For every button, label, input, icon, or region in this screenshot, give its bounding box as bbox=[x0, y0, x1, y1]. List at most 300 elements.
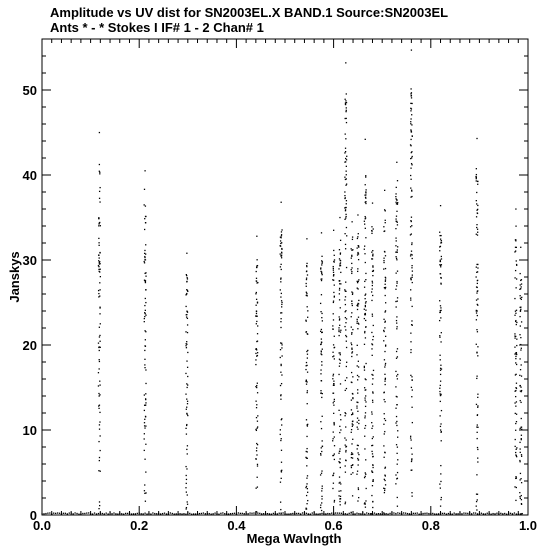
data-point bbox=[186, 253, 187, 254]
data-point bbox=[365, 293, 366, 294]
data-point bbox=[365, 218, 366, 219]
data-point bbox=[144, 359, 145, 360]
data-point bbox=[371, 291, 372, 292]
data-point bbox=[164, 513, 165, 514]
data-point bbox=[280, 246, 281, 247]
data-point bbox=[307, 403, 308, 404]
data-point bbox=[345, 248, 346, 249]
data-point bbox=[187, 278, 188, 279]
data-point bbox=[411, 514, 412, 515]
data-point bbox=[321, 341, 322, 342]
data-point bbox=[145, 444, 146, 445]
data-point bbox=[365, 176, 366, 177]
data-point bbox=[320, 505, 321, 506]
data-point bbox=[339, 265, 340, 266]
data-point bbox=[321, 502, 322, 503]
data-point bbox=[352, 495, 353, 496]
data-point bbox=[441, 497, 442, 498]
data-point bbox=[256, 310, 257, 311]
x-tick-label: 0.6 bbox=[324, 518, 343, 533]
data-point bbox=[288, 513, 289, 514]
data-point bbox=[218, 514, 219, 515]
data-point bbox=[391, 512, 392, 513]
data-point bbox=[479, 513, 480, 514]
data-point bbox=[280, 318, 281, 319]
data-point bbox=[305, 457, 306, 458]
data-point bbox=[111, 513, 112, 514]
data-point bbox=[352, 239, 353, 240]
data-point bbox=[306, 365, 307, 366]
data-point bbox=[411, 233, 412, 234]
data-point bbox=[280, 502, 281, 503]
data-point bbox=[352, 426, 353, 427]
data-point bbox=[356, 513, 357, 514]
data-point bbox=[333, 374, 334, 375]
data-point bbox=[477, 315, 478, 316]
data-point bbox=[99, 187, 100, 188]
data-point bbox=[396, 162, 397, 163]
data-point bbox=[397, 464, 398, 465]
data-point bbox=[515, 356, 516, 357]
data-point bbox=[395, 228, 396, 229]
data-point bbox=[383, 445, 384, 446]
data-point bbox=[371, 343, 372, 344]
data-point bbox=[515, 250, 516, 251]
data-point bbox=[345, 214, 346, 215]
data-point bbox=[185, 306, 186, 307]
data-point bbox=[339, 458, 340, 459]
data-point bbox=[520, 452, 521, 453]
data-point bbox=[185, 487, 186, 488]
data-point bbox=[411, 407, 412, 408]
data-point bbox=[357, 379, 358, 380]
data-point bbox=[476, 509, 477, 510]
data-point bbox=[372, 355, 373, 356]
data-point bbox=[99, 435, 100, 436]
data-point bbox=[356, 305, 357, 306]
data-point bbox=[257, 421, 258, 422]
data-point bbox=[373, 228, 374, 229]
data-point bbox=[333, 513, 334, 514]
data-point bbox=[256, 259, 257, 260]
data-point bbox=[395, 408, 396, 409]
data-point bbox=[477, 461, 478, 462]
data-point bbox=[373, 479, 374, 480]
data-point bbox=[332, 475, 333, 476]
data-point bbox=[331, 513, 332, 514]
data-point bbox=[300, 513, 301, 514]
data-point bbox=[145, 302, 146, 303]
data-point bbox=[439, 264, 440, 265]
data-point bbox=[256, 488, 257, 489]
data-point bbox=[306, 293, 307, 294]
data-point bbox=[145, 425, 146, 426]
data-point bbox=[256, 385, 257, 386]
data-point bbox=[256, 313, 257, 314]
data-point bbox=[306, 451, 307, 452]
data-point bbox=[327, 513, 328, 514]
data-point bbox=[346, 446, 347, 447]
data-point bbox=[373, 370, 374, 371]
data-point bbox=[321, 329, 322, 330]
data-point bbox=[144, 438, 145, 439]
data-point bbox=[411, 387, 412, 388]
data-point bbox=[365, 298, 366, 299]
data-point bbox=[256, 305, 257, 306]
data-point bbox=[477, 304, 478, 305]
data-point bbox=[142, 513, 143, 514]
data-point bbox=[211, 513, 212, 514]
data-point bbox=[187, 494, 188, 495]
data-point bbox=[280, 482, 281, 483]
data-point bbox=[98, 223, 99, 224]
data-point bbox=[307, 334, 308, 335]
data-point bbox=[412, 258, 413, 259]
data-point bbox=[521, 418, 522, 419]
data-point bbox=[516, 383, 517, 384]
data-point bbox=[187, 376, 188, 377]
data-point bbox=[186, 360, 187, 361]
data-point bbox=[321, 317, 322, 318]
data-point bbox=[187, 277, 188, 278]
data-point bbox=[321, 473, 322, 474]
data-point bbox=[346, 200, 347, 201]
data-point bbox=[179, 513, 180, 514]
data-point bbox=[145, 276, 146, 277]
data-point bbox=[365, 203, 366, 204]
data-point bbox=[207, 513, 208, 514]
data-point bbox=[334, 453, 335, 454]
data-point bbox=[515, 226, 516, 227]
data-point bbox=[476, 234, 477, 235]
data-point bbox=[365, 459, 366, 460]
data-point bbox=[422, 513, 423, 514]
data-point bbox=[257, 316, 258, 317]
data-point bbox=[516, 477, 517, 478]
data-point bbox=[372, 314, 373, 315]
data-point bbox=[306, 286, 307, 287]
data-point bbox=[183, 513, 184, 514]
data-point bbox=[267, 513, 268, 514]
data-point bbox=[333, 344, 334, 345]
data-point bbox=[253, 512, 254, 513]
data-point bbox=[384, 457, 385, 458]
data-point bbox=[334, 401, 335, 402]
data-point bbox=[519, 358, 520, 359]
data-point bbox=[365, 184, 366, 185]
data-point bbox=[321, 279, 322, 280]
data-point bbox=[409, 513, 410, 514]
data-point bbox=[476, 299, 477, 300]
data-point bbox=[439, 337, 440, 338]
data-point bbox=[477, 229, 478, 230]
data-point bbox=[306, 448, 307, 449]
data-point bbox=[257, 302, 258, 303]
data-point bbox=[322, 440, 323, 441]
data-point bbox=[98, 266, 99, 267]
data-point bbox=[320, 507, 321, 508]
data-point bbox=[99, 172, 100, 173]
data-point bbox=[516, 447, 517, 448]
data-point bbox=[438, 513, 439, 514]
data-point bbox=[98, 255, 99, 256]
data-point bbox=[358, 366, 359, 367]
data-point bbox=[321, 232, 322, 233]
data-point bbox=[476, 180, 477, 181]
data-point bbox=[515, 406, 516, 407]
data-point bbox=[144, 189, 145, 190]
data-point bbox=[351, 344, 352, 345]
data-point bbox=[307, 500, 308, 501]
data-point bbox=[338, 453, 339, 454]
data-point bbox=[514, 277, 515, 278]
data-point bbox=[257, 383, 258, 384]
data-point bbox=[144, 170, 145, 171]
data-point bbox=[396, 320, 397, 321]
x-tick-label: 0.8 bbox=[421, 518, 440, 533]
data-point bbox=[415, 513, 416, 514]
data-point bbox=[521, 495, 522, 496]
data-point bbox=[514, 486, 515, 487]
data-point bbox=[281, 355, 282, 356]
data-point bbox=[358, 259, 359, 260]
data-point bbox=[345, 329, 346, 330]
data-point bbox=[187, 318, 188, 319]
data-point bbox=[519, 461, 520, 462]
data-point bbox=[396, 453, 397, 454]
data-point bbox=[333, 313, 334, 314]
data-point bbox=[144, 422, 145, 423]
data-point bbox=[320, 454, 321, 455]
data-point bbox=[514, 512, 515, 513]
data-point bbox=[520, 498, 521, 499]
data-point bbox=[365, 202, 366, 203]
data-point bbox=[440, 305, 441, 306]
data-point bbox=[426, 513, 427, 514]
data-point bbox=[185, 373, 186, 374]
data-point bbox=[358, 464, 359, 465]
data-point bbox=[476, 266, 477, 267]
data-point bbox=[340, 307, 341, 308]
data-point bbox=[411, 251, 412, 252]
data-point bbox=[100, 225, 101, 226]
data-point bbox=[345, 100, 346, 101]
data-point bbox=[364, 318, 365, 319]
data-point bbox=[357, 427, 358, 428]
data-point bbox=[397, 271, 398, 272]
data-point bbox=[351, 256, 352, 257]
data-point bbox=[358, 323, 359, 324]
data-point bbox=[306, 465, 307, 466]
data-point bbox=[384, 480, 385, 481]
data-point bbox=[411, 470, 412, 471]
data-point bbox=[442, 513, 443, 514]
data-point bbox=[357, 236, 358, 237]
data-point bbox=[99, 198, 100, 199]
data-point bbox=[351, 352, 352, 353]
data-point bbox=[257, 477, 258, 478]
data-point bbox=[383, 268, 384, 269]
data-point bbox=[339, 482, 340, 483]
data-point bbox=[372, 258, 373, 259]
data-point bbox=[477, 209, 478, 210]
data-point bbox=[333, 383, 334, 384]
data-point bbox=[269, 513, 270, 514]
data-point bbox=[516, 388, 517, 389]
data-point bbox=[340, 383, 341, 384]
data-point bbox=[514, 347, 515, 348]
data-point bbox=[476, 404, 477, 405]
data-point bbox=[410, 175, 411, 176]
data-point bbox=[411, 103, 412, 104]
data-point bbox=[100, 347, 101, 348]
data-point bbox=[340, 490, 341, 491]
data-point bbox=[144, 250, 145, 251]
data-point bbox=[76, 513, 77, 514]
data-point bbox=[145, 383, 146, 384]
data-point bbox=[395, 422, 396, 423]
data-point bbox=[372, 384, 373, 385]
data-point bbox=[99, 359, 100, 360]
data-point bbox=[145, 289, 146, 290]
data-point bbox=[203, 512, 204, 513]
data-point bbox=[371, 230, 372, 231]
data-point bbox=[185, 466, 186, 467]
data-point bbox=[281, 202, 282, 203]
data-point bbox=[281, 418, 282, 419]
data-point bbox=[365, 228, 366, 229]
data-point bbox=[333, 272, 334, 273]
data-point bbox=[441, 431, 442, 432]
data-point bbox=[477, 499, 478, 500]
data-point bbox=[520, 310, 521, 311]
data-point bbox=[119, 513, 120, 514]
data-point bbox=[417, 512, 418, 513]
chart-subtitle: Ants * - * Stokes I IF# 1 - 2 Chan# 1 bbox=[50, 20, 264, 35]
data-point bbox=[321, 271, 322, 272]
data-point bbox=[521, 435, 522, 436]
data-point bbox=[372, 501, 373, 502]
data-point bbox=[410, 352, 411, 353]
data-point bbox=[99, 336, 100, 337]
data-point bbox=[187, 453, 188, 454]
data-point bbox=[99, 384, 100, 385]
data-point bbox=[411, 448, 412, 449]
data-point bbox=[280, 372, 281, 373]
data-point bbox=[214, 513, 215, 514]
data-point bbox=[385, 302, 386, 303]
data-point bbox=[322, 274, 323, 275]
data-point bbox=[346, 203, 347, 204]
data-point bbox=[397, 404, 398, 405]
data-point bbox=[351, 271, 352, 272]
data-point bbox=[441, 258, 442, 259]
data-point bbox=[98, 290, 99, 291]
data-point bbox=[356, 474, 357, 475]
data-point bbox=[346, 107, 347, 108]
data-point bbox=[372, 375, 373, 376]
data-point bbox=[410, 333, 411, 334]
data-point bbox=[187, 332, 188, 333]
data-point bbox=[339, 498, 340, 499]
data-point bbox=[99, 424, 100, 425]
data-point bbox=[280, 281, 281, 282]
data-point bbox=[476, 138, 477, 139]
data-point bbox=[516, 264, 517, 265]
data-point bbox=[385, 255, 386, 256]
data-point bbox=[338, 491, 339, 492]
data-point bbox=[364, 387, 365, 388]
data-point bbox=[290, 513, 291, 514]
data-point bbox=[384, 381, 385, 382]
data-point bbox=[515, 374, 516, 375]
data-point bbox=[187, 312, 188, 313]
data-point bbox=[98, 470, 99, 471]
data-point bbox=[477, 397, 478, 398]
data-point bbox=[383, 340, 384, 341]
data-point bbox=[98, 508, 99, 509]
data-point bbox=[364, 436, 365, 437]
data-point bbox=[397, 203, 398, 204]
data-point bbox=[334, 500, 335, 501]
data-point bbox=[440, 487, 441, 488]
data-point bbox=[384, 359, 385, 360]
data-point bbox=[340, 283, 341, 284]
data-point bbox=[298, 513, 299, 514]
data-point bbox=[261, 513, 262, 514]
data-point bbox=[364, 221, 365, 222]
data-point bbox=[344, 152, 345, 153]
data-point bbox=[145, 205, 146, 206]
data-point bbox=[365, 262, 366, 263]
data-point bbox=[358, 376, 359, 377]
data-point bbox=[332, 352, 333, 353]
data-point bbox=[365, 507, 366, 508]
data-point bbox=[516, 354, 517, 355]
data-point bbox=[145, 471, 146, 472]
data-point bbox=[384, 492, 385, 493]
data-point bbox=[220, 513, 221, 514]
data-point bbox=[104, 513, 105, 514]
data-point bbox=[346, 347, 347, 348]
data-point bbox=[476, 494, 477, 495]
data-point bbox=[444, 513, 445, 514]
data-point bbox=[515, 358, 516, 359]
data-point bbox=[467, 513, 468, 514]
data-point bbox=[410, 123, 411, 124]
data-point bbox=[477, 287, 478, 288]
data-point bbox=[256, 355, 257, 356]
data-point bbox=[340, 253, 341, 254]
data-point bbox=[168, 513, 169, 514]
data-point bbox=[281, 344, 282, 345]
data-point bbox=[357, 253, 358, 254]
data-point bbox=[334, 347, 335, 348]
chart-title: Amplitude vs UV dist for SN2003EL.X BAND.1 Source:SN2003EL bbox=[50, 5, 449, 20]
data-point bbox=[411, 267, 412, 268]
data-point bbox=[365, 197, 366, 198]
data-point bbox=[365, 273, 366, 274]
data-point bbox=[148, 513, 149, 514]
data-point bbox=[98, 245, 99, 246]
data-point bbox=[372, 391, 373, 392]
data-point bbox=[306, 362, 307, 363]
data-point bbox=[382, 514, 383, 515]
data-point bbox=[476, 344, 477, 345]
data-point bbox=[306, 238, 307, 239]
data-point bbox=[352, 472, 353, 473]
data-point bbox=[502, 513, 503, 514]
